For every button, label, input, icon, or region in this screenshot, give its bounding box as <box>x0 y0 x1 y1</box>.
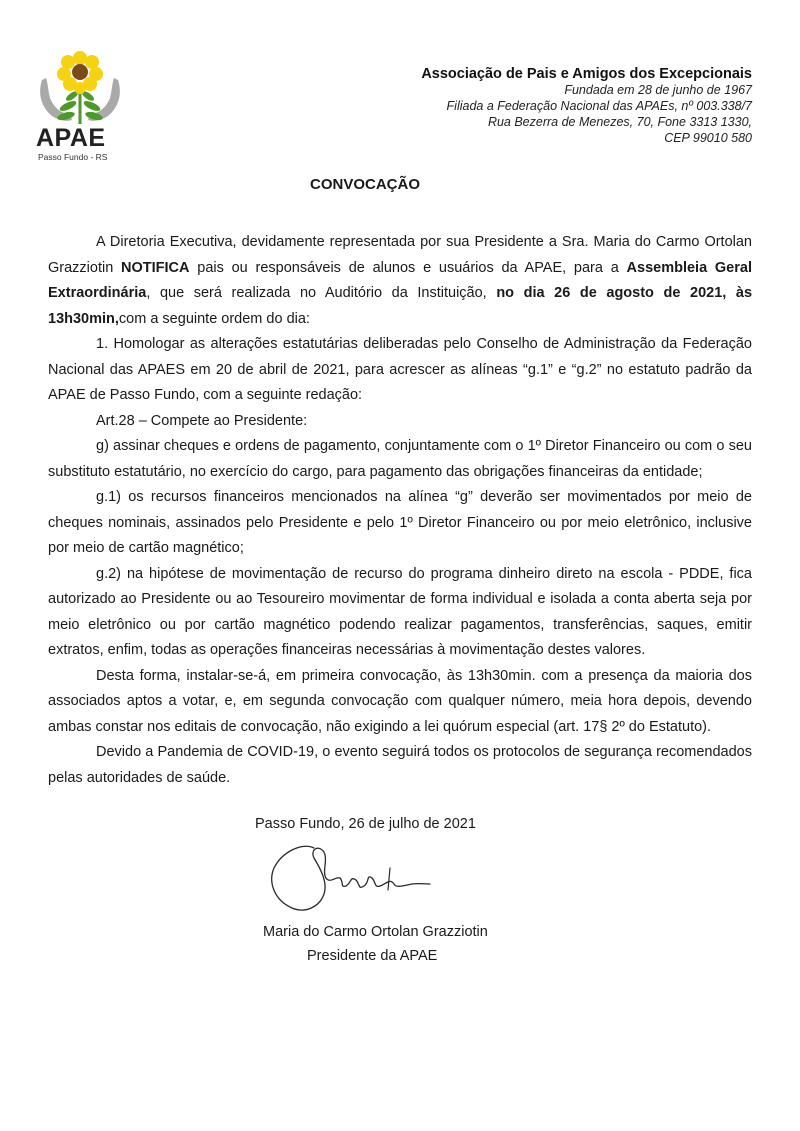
org-name: Associação de Pais e Amigos dos Excepcionais <box>421 66 752 82</box>
paragraph-item-1: 1. Homologar as alterações estatutárias deliberadas pelo Conselho de Administração da Federação Nacional das APAES em 20 de abril de 2021, para acrescer as alíneas “g.1” e “g.2” no estatuto padrão da APAE de Passo Fundo, com a seguinte redação: <box>48 336 752 403</box>
logo-city: Passo Fundo - RS <box>38 152 108 162</box>
apae-flower-hands-icon <box>30 50 130 130</box>
signature <box>262 838 442 918</box>
document-date: Passo Fundo, 26 de julho de 2021 <box>255 816 476 832</box>
paragraph-pandemic: Devido a Pandemia de COVID-19, o evento seguirá todos os protocolos de segurança recomendados pelas autoridades de saúde. <box>48 744 752 786</box>
org-address: Rua Bezerra de Menezes, 70, Fone 3313 1330, <box>487 115 752 129</box>
paragraph-intro: A Diretoria Executiva, devidamente representada por sua Presidente a Sra. Maria do Carmo Ortolan Grazziotin NOTIFICA pais ou responsáveis de alunos e usuários da APAE, para a Assembleia Geral Extraordinária, que será realizada no Auditório da Instituição, no dia 26 de agosto de 2021, às 13h30min,com a seguinte ordem do dia: <box>48 234 753 327</box>
org-postal-code: CEP 99010 580 <box>664 131 752 145</box>
org-header <box>421 66 752 146</box>
org-affiliation: Filiada a Federação Nacional das APAEs, nº 003.338/7 <box>446 99 752 113</box>
signer-role: Presidente da APAE <box>307 948 438 964</box>
signer-name: Maria do Carmo Ortolan Grazziotin <box>263 924 488 940</box>
logo-wordmark: APAE <box>36 124 106 152</box>
document-body <box>48 230 752 791</box>
paragraph-article: Art.28 – Compete ao Presidente: <box>96 412 308 429</box>
paragraph-clause-g2: g.2) na hipótese de movimentação de recurso do programa dinheiro direto na escola - PDDE, fica autorizado ao Presidente ou ao Tesoureiro movimentar de forma individual e isolada a conta aberta seja por meio eletrônico ou por cartão magnético podendo realizar pagamentos, transferências, saques, emitir extratos, enfim, todas as operações financeiras necessárias à movimentação destes valores. <box>48 565 752 658</box>
paragraph-clause-g: g) assinar cheques e ordens de pagamento, conjuntamente com o 1º Diretor Financeiro ou com o seu substituto estatutário, no exercício do cargo, para pagamento das obrigações financeiras da entidade; <box>48 438 752 480</box>
org-founded: Fundada em 28 de junho de 1967 <box>564 83 752 97</box>
paragraph-clause-g1: g.1) os recursos financeiros mencionados na alínea “g” deverão ser movimentados por meio de cheques nominais, assinados pelo Presidente e pelo 1º Diretor Financeiro ou por meio eletrônico, inclusive por meio de cartão magnético; <box>48 489 752 556</box>
paragraph-installation: Desta forma, instalar-se-á, em primeira convocação, às 13h30min. com a presença da maioria dos associados aptos a votar, e, em segunda convocação com qualquer número, meia hora depois, devendo ambas constar nos editais de convocação, não exigindo a lei quórum especial (art. 17§ 2º do Estatuto). <box>48 667 752 735</box>
document-title: CONVOCAÇÃO <box>309 176 420 193</box>
signature-icon <box>262 838 442 918</box>
